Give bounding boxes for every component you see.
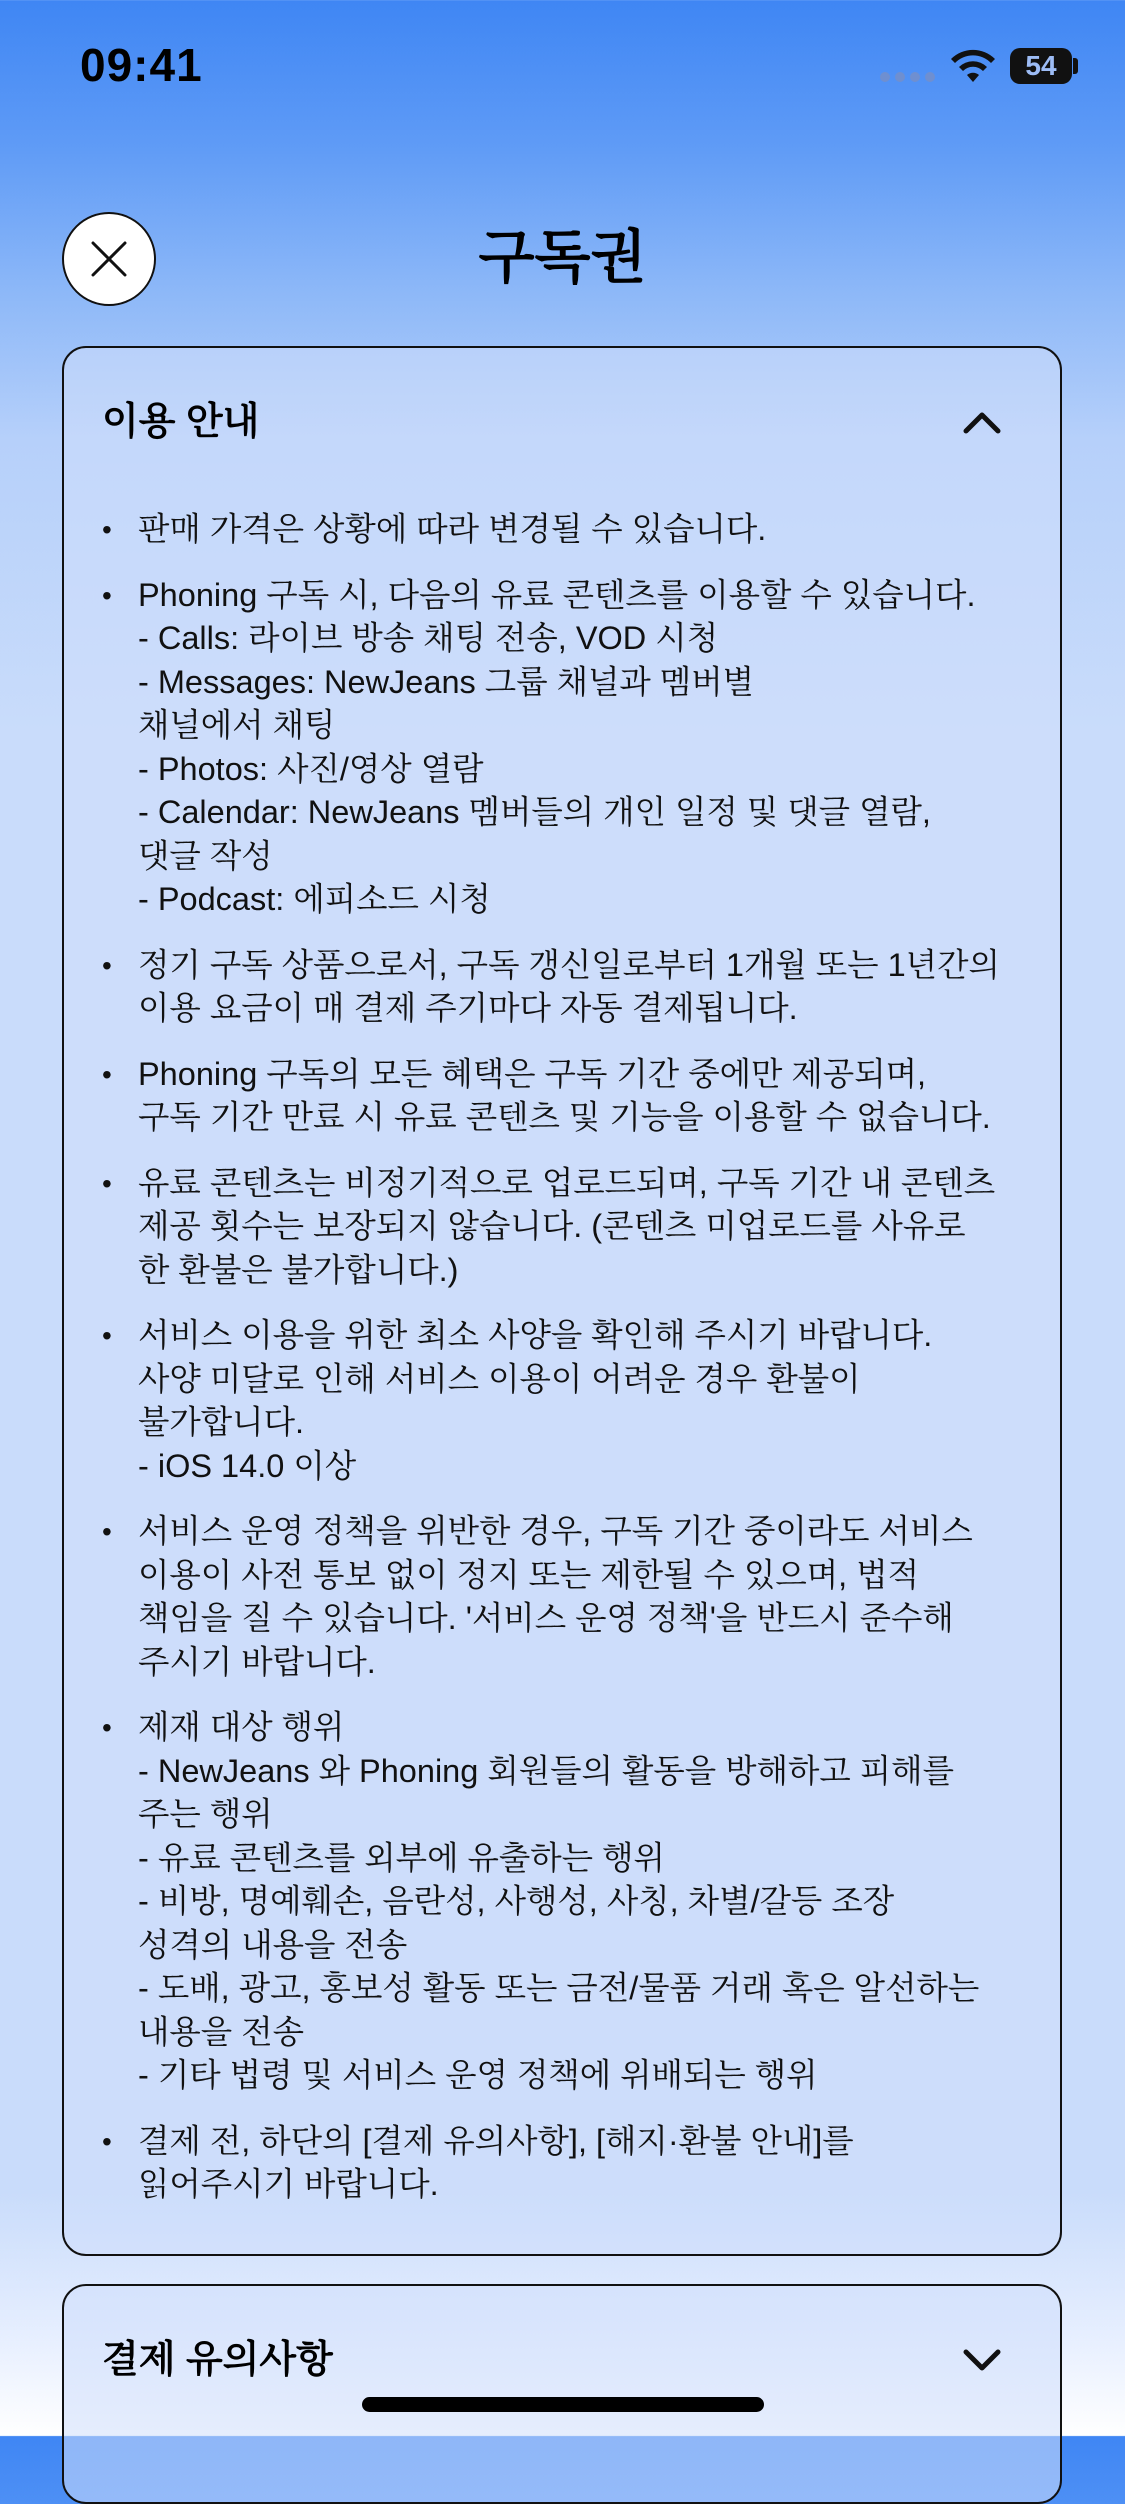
notice-line: 한 환불은 불가합니다.) (138, 1251, 459, 1288)
chevron-down-icon (960, 2338, 1004, 2382)
notice-line: • 결제 전, 하단의 [결제 유의사항], [해지·환불 안내]를 (138, 2122, 854, 2159)
usage-notice-header[interactable] (64, 348, 1060, 498)
notice-line: 주시기 바랍니다. (138, 1643, 376, 1680)
notice-line: 내용을 전송 (138, 2013, 305, 2050)
notice-line: • 판매 가격은 상황에 따라 변경될 수 있습니다. (138, 511, 767, 547)
notice-line: 이용 요금이 매 결제 주기마다 자동 결제됩니다. (138, 990, 798, 1026)
status-time: 09:41 (80, 39, 203, 91)
usage-notice-list (100, 508, 1040, 2229)
payment-notice-card (62, 2284, 1062, 2504)
usage-notice-title: 이용 안내 (102, 401, 260, 443)
status-bar (0, 0, 1125, 130)
notice-line: • 서비스 운영 정책을 위반한 경우, 구독 기간 중이라도 서비스 (138, 1513, 973, 1549)
payment-notice-header[interactable] (64, 2286, 1060, 2436)
notice-item (100, 574, 1040, 922)
notice-line: - 도배, 광고, 홍보성 활동 또는 금전/물품 거래 혹은 알선하는 (138, 1970, 980, 2006)
notice-item (100, 1706, 1040, 2098)
notice-line: - Calendar: NewJeans 멤버들의 개인 일정 및 댓글 열람, (138, 794, 931, 830)
notice-line: 채널에서 채팅 (138, 707, 336, 743)
notice-line: 이용이 사전 통보 없이 정지 또는 제한될 수 있으며, 법적 (138, 1556, 919, 1593)
notice-line: - 기타 법령 및 서비스 운영 정책에 위배되는 행위 (138, 2057, 818, 2093)
notice-item (100, 1053, 1040, 1140)
notice-item (100, 2120, 1040, 2207)
battery-cap (1073, 58, 1078, 74)
notice-line: - 비방, 명예훼손, 음란성, 사행성, 사칭, 차별/갈등 조장 (138, 1883, 895, 1919)
usage-notice-card (62, 346, 1062, 2256)
page-title: 구독권 (478, 225, 647, 290)
notice-line: - Podcast: 에피소드 시청 (138, 881, 491, 917)
notice-line: 주는 행위 (138, 1796, 273, 1832)
chevron-up-icon (960, 400, 1004, 444)
notice-item (100, 1314, 1040, 1488)
notice-line: • 서비스 이용을 위한 최소 사양을 확인해 주시기 바랍니다. (138, 1317, 933, 1353)
notice-line: 사양 미달로 인해 서비스 이용이 어려운 경우 환불이 (138, 1360, 861, 1397)
notice-line: - 유료 콘텐츠를 외부에 유출하는 행위 (138, 1839, 665, 1876)
notice-line: • Phoning 구독 시, 다음의 유료 콘텐츠를 이용할 수 있습니다. (138, 576, 976, 613)
cellular-signal-icon (880, 72, 936, 82)
notice-line: 성격의 내용을 전송 (138, 1926, 408, 1963)
notice-line: • 유료 콘텐츠는 비정기적으로 업로드되며, 구독 기간 내 콘텐츠 (138, 1164, 996, 1201)
notice-line: 구독 기간 만료 시 유료 콘텐츠 및 기능을 이용할 수 없습니다. (138, 1099, 991, 1135)
notice-line: 책임을 질 수 있습니다. '서비스 운영 정책'을 반드시 준수해 (138, 1600, 954, 1636)
notice-line: • 제재 대상 행위 (138, 1709, 345, 1745)
notice-item (100, 508, 1040, 552)
notice-line: 댓글 작성 (138, 837, 273, 874)
payment-notice-title: 결제 유의사항 (102, 2339, 333, 2381)
wifi-icon (948, 48, 998, 86)
notice-item (100, 1162, 1040, 1293)
notice-line: 불가합니다. (138, 1404, 305, 1440)
notice-line: • Phoning 구독의 모든 혜택은 구독 기간 중에만 제공되며, (138, 1055, 927, 1092)
notice-item (100, 944, 1040, 1031)
notice-line: 제공 횟수는 보장되지 않습니다. (콘텐츠 미업로드를 사유로 (138, 1208, 966, 1244)
notice-line: - iOS 14.0 이상 (138, 1447, 357, 1484)
notice-line: - Messages: NewJeans 그룹 채널과 멤버별 (138, 663, 755, 700)
notice-line: - NewJeans 와 Phoning 회원들의 활동을 방해하고 피해를 (138, 1752, 954, 1789)
notice-item (100, 1510, 1040, 1684)
notice-line: 읽어주시기 바랍니다. (138, 2166, 439, 2202)
notice-line: - Photos: 사진/영상 열람 (138, 750, 484, 787)
home-indicator[interactable] (362, 2397, 764, 2412)
notice-line: • 정기 구독 상품으로서, 구독 갱신일로부터 1개월 또는 1년간의 (138, 946, 1000, 983)
battery-icon: 54 (1010, 48, 1072, 84)
notice-line: - Calls: 라이브 방송 채팅 전송, VOD 시청 (138, 620, 719, 656)
